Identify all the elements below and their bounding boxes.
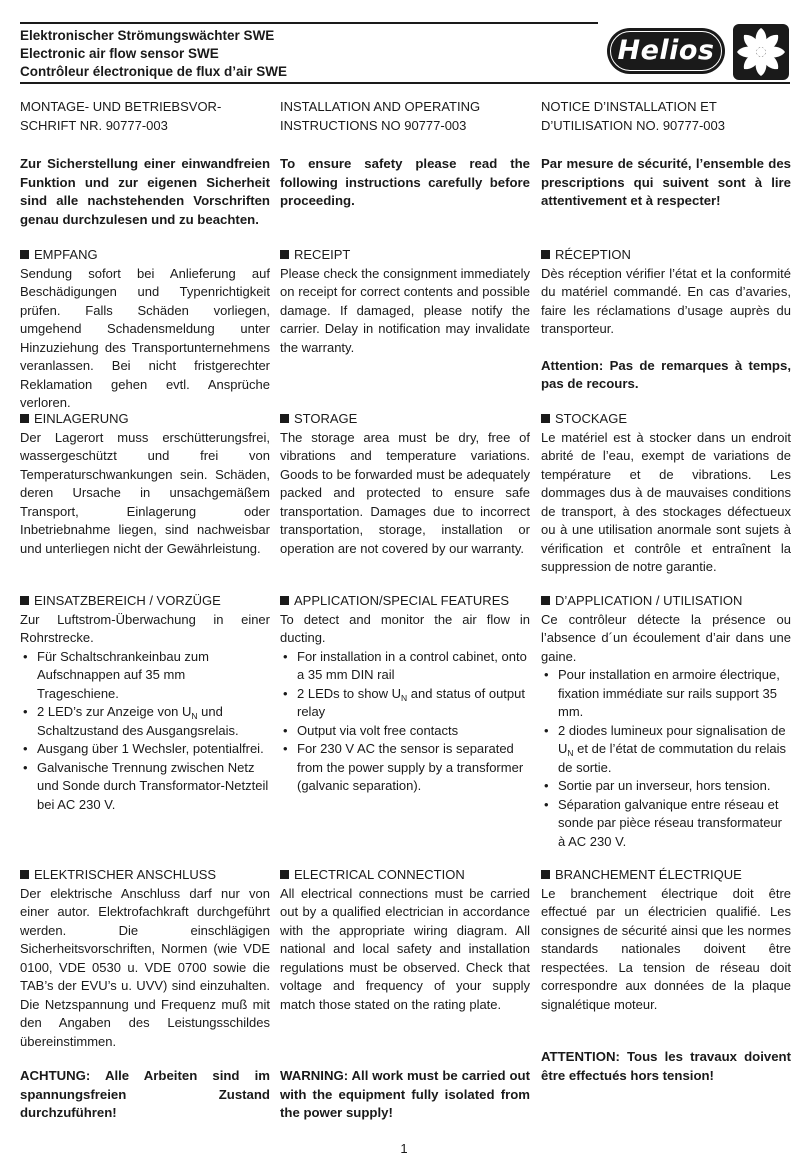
square-bullet-icon — [20, 414, 29, 423]
square-bullet-icon — [541, 250, 550, 259]
title-de: Elektronischer Strömungswächter SWE — [20, 28, 275, 43]
square-bullet-icon — [20, 250, 29, 259]
helios-logo — [607, 22, 790, 80]
list-item: • 2 LED’s zur Anzeige von $U_N$ und Schaltzustand des Ausgangsrelais. — [20, 703, 270, 740]
section-heading: STORAGE — [280, 410, 530, 429]
page-number: 1 — [400, 1141, 408, 1156]
section-application: EINSATZBEREICH / VORZÜGE Zur Luftstrom-Überwachung in einer Rohrstrecke. • Für Schaltschrankeinbau zum Aufschnappen auf 35 mm Trageschiene. • 2 LED’s zur Anzeige von $U_N$ und Schaltzustand des Ausgangsrelais. • Ausgang über 1 Wechsler, potentialfrei. • Galvanische Trennung zwischen Netz und Sonde durch Transformator-Netzteil bei AC 230 V. — [20, 592, 270, 814]
section-heading: ELEKTRISCHER ANSCHLUSS — [20, 866, 270, 885]
header-rule-top — [20, 22, 598, 24]
warning-notice: ATTENTION: Tous les travaux doivent être effectués hors tension! — [541, 1049, 791, 1083]
section-heading: APPLICATION/SPECIAL FEATURES — [280, 592, 530, 611]
list-item: • Sortie par un inverseur, hors tension. — [541, 777, 791, 796]
list-item: • Ausgang über 1 Wechsler, potentialfrei. — [20, 740, 270, 759]
doc-title: INSTALLATION AND OPERATING INSTRUCTIONS NO 90777-003 — [280, 99, 481, 133]
title-en: Electronic air flow sensor SWE — [20, 46, 219, 61]
header-titles — [20, 27, 580, 81]
section-heading: RÉCEPTION — [541, 246, 791, 265]
logo-text: Helios — [617, 35, 715, 66]
section-heading: STOCKAGE — [541, 410, 791, 429]
section-application: APPLICATION/SPECIAL FEATURES To detect and monitor the air flow in ducting. • For installation in a control cabinet, onto a 35 mm DIN rail • 2 LEDs to show $U_N$ and status of output relay • Output via volt free contacts • For 230 V AC the sensor is separated from the power supply by a transformer (galvanic separation). — [280, 592, 530, 796]
warning-notice: WARNING: All work must be carried out with the equipment fully isolated from the power supply! — [280, 1068, 530, 1120]
title-fr: Contrôleur électronique de flux d’air SWE — [20, 64, 288, 79]
warning-notice: ACHTUNG: Alle Arbeiten sind im spannungsfreien Zustand durchzuführen! — [20, 1068, 270, 1120]
header-rule-bottom — [20, 82, 790, 84]
square-bullet-icon — [280, 250, 289, 259]
list-item: • Für Schaltschrankeinbau zum Aufschnappen auf 35 mm Trageschiene. — [20, 648, 270, 704]
square-bullet-icon — [280, 870, 289, 879]
square-bullet-icon — [541, 596, 550, 605]
list-item: • Pour installation en armoire électrique, fixation immédiate sur rails support 35 mm. — [541, 666, 791, 722]
section-receipt: EMPFANG Sendung sofort bei Anlieferung auf Beschädigungen und Typenrichtigkeit prüfen. Falls Schäden vorliegen, umgehend Schadensmeldung unter Hinzuziehung des Transportunternehmens veranlassen. Bei nicht fristgerechter Reklamation gehen evtl. Ansprüche verloren. — [20, 247, 270, 410]
square-bullet-icon — [20, 596, 29, 605]
square-bullet-icon — [280, 596, 289, 605]
feature-list — [280, 648, 530, 796]
section-heading: EMPFANG — [20, 246, 270, 265]
section-heading: EINSATZBEREICH / VORZÜGE — [20, 592, 270, 611]
section-electrical: ELECTRICAL CONNECTION All electrical connections must be carried out by a qualified electrician in accordance with the appropriate wiring diagram. All national and local safety and installation regulations must be observed. Check that voltage and frequency of your supply match those stated on the rating plate. — [280, 867, 530, 1012]
section-storage: STORAGE The storage area must be dry, free of vibrations and temperature variations. Goods to be forwarded must be adequately packed and protected to ensure safe transportation. Damages due to incorrect transportation, storage, installation or operation are not covered by our warranty. — [280, 411, 530, 556]
section-electrical: BRANCHEMENT ÉLECTRIQUE Le branchement électrique doit être effectué par un électricien qualifié. Les consignes de sécurité ainsi que les normes standards nationales doivent être respectées. La tension de réseau doit correspondre aux données de la plaque signalétique moteur. — [541, 867, 791, 1012]
section-heading: D’APPLICATION / UTILISATION — [541, 592, 791, 611]
square-bullet-icon — [20, 870, 29, 879]
section-heading: BRANCHEMENT ÉLECTRIQUE — [541, 866, 791, 885]
square-bullet-icon — [541, 870, 550, 879]
doc-title: MONTAGE- UND BETRIEBSVOR- SCHRIFT NR. 90777-003 — [20, 99, 222, 133]
feature-list — [20, 648, 270, 815]
square-bullet-icon — [280, 414, 289, 423]
list-item: • Séparation galvanique entre réseau et sonde par pièce réseau transformateur à AC 230 V. — [541, 796, 791, 852]
list-item: • 2 diodes lumineux pour signalisation de $U_N$ et de l’état de commutation du relais de sortie. — [541, 722, 791, 778]
section-storage: STOCKAGE Le matériel est à stocker dans un endroit abrité de l’eau, exempt de variations de température et de vibrations. Les dommages dus à de mauvaises conditions de transport, à des stockages défectueux ou à une utilisation anormale sont sujets à vérification et contrôle et entraînent la suppression de notre garantie. — [541, 411, 791, 574]
safety-notice: To ensure safety please read the following instructions carefully before proceeding. — [280, 156, 530, 208]
section-heading: EINLAGERUNG — [20, 410, 270, 429]
safety-notice: Zur Sicherstellung einer einwandfreien Funktion und zur eigenen Sicherheit sind alle nachstehenden Vorschriften genau durchzulesen und zu beachten. — [20, 156, 270, 227]
list-item: • 2 LEDs to show $U_N$ and status of output relay — [280, 685, 530, 722]
list-item: • Output via volt free contacts — [280, 722, 530, 741]
section-receipt: RECEIPT Please check the consignment immediately on receipt for correct contents and possible damage. If damaged, please notify the carrier. Delay in notification may invalidate the warranty. — [280, 247, 530, 355]
doc-title: NOTICE D’INSTALLATION ET D’UTILISATION NO. 90777-003 — [541, 99, 725, 133]
feature-list — [541, 666, 791, 851]
section-heading: RECEIPT — [280, 246, 530, 265]
safety-notice: Par mesure de sécurité, l’ensemble des prescriptions qui suivent sont à lire attentivement et à respecter! — [541, 156, 791, 208]
section-heading: ELECTRICAL CONNECTION — [280, 866, 530, 885]
section-receipt: RÉCEPTION Dès réception vérifier l’état et la conformité du matériel commandé. En cas d’avaries, faire les réclamations d’usage auprès du transporteur. Attention: Pas de remarques à temps, pas de recours. — [541, 246, 791, 394]
receipt-warning: Attention: Pas de remarques à temps, pas de recours. — [541, 357, 791, 391]
section-electrical: ELEKTRISCHER ANSCHLUSS Der elektrische Anschluss darf nur von einer autor. Elektrofachkraft durchgeführt werden. Die einschlägigen Sicherheitsvorschriften, Normen (wie VDE 0100, VDE 0530 u. VDE 0700 sowie die TAB’s der EVU’s u. UVV) sind einzuhalten. Die Netzspannung und Frequenz muß mit den Angaben des Leistungsschildes übereinstimmen. — [20, 867, 270, 1049]
square-bullet-icon — [541, 414, 550, 423]
list-item: • Galvanische Trennung zwischen Netz und Sonde durch Transformator-Netzteil bei AC 230 V. — [20, 759, 270, 815]
list-item: • For 230 V AC the sensor is separated from the power supply by a transformer (galvanic separation). — [280, 740, 530, 796]
section-application: D’APPLICATION / UTILISATION Ce contrôleur détecte la présence ou l’absence d´un écoulement d’air dans une gaine. • Pour installation en armoire électrique, fixation immédiate sur rails support 35 mm. • 2 diodes lumineux pour signalisation de $U_N$ et de l’état de commutation du relais de sortie. • Sortie par un inverseur, hors tension. • Séparation galvanique entre réseau et sonde par pièce réseau transformateur à AC 230 V. — [541, 592, 791, 851]
section-storage: EINLAGERUNG Der Lagerort muss erschütterungsfrei, wassergeschützt und frei von Temperaturschwankungen sein. Schäden, deren Ursache in unsachgemäßem Transport, Einlagerung oder Inbetriebnahme liegen, sind nachweisbar und unterliegen nicht der Gewährleistung. — [20, 411, 270, 556]
list-item: • For installation in a control cabinet, onto a 35 mm DIN rail — [280, 648, 530, 685]
fan-icon — [733, 24, 789, 80]
